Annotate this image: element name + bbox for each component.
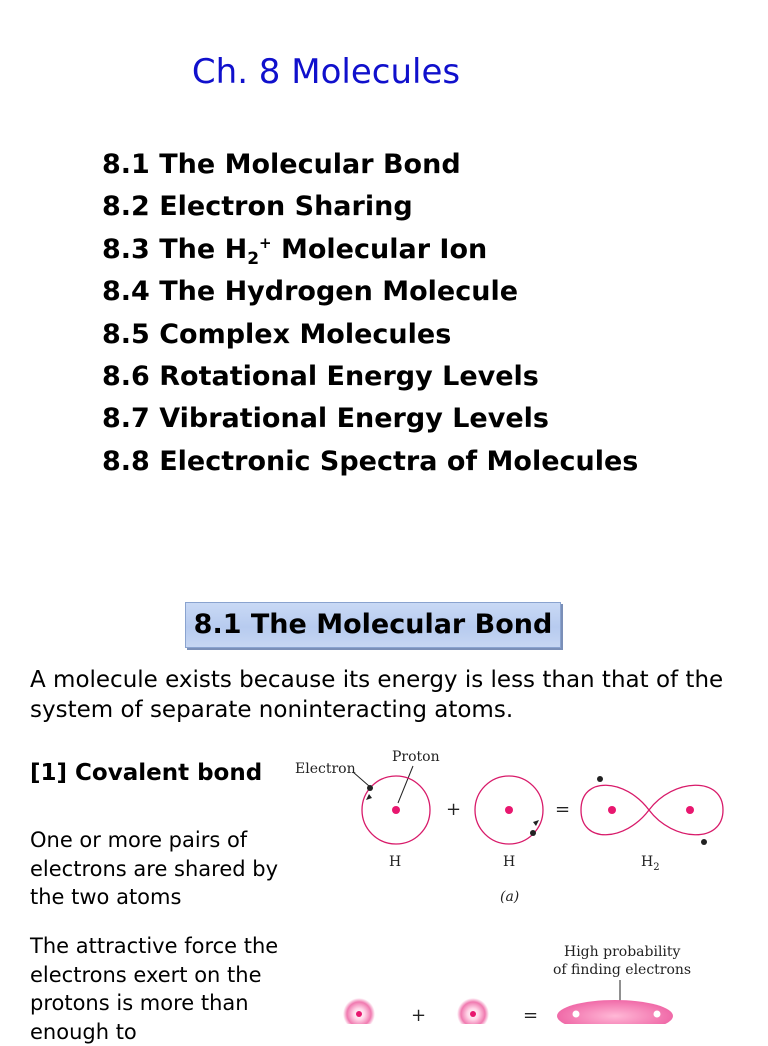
toc-item: 8.4 The Hydrogen Molecule [102, 276, 519, 308]
probability-label: of finding electrons [553, 962, 692, 978]
proton-dot [392, 806, 400, 814]
toc-item: 8.6 Rotational Energy Levels [102, 360, 539, 392]
electron-label: Electron [295, 761, 356, 777]
proton-dot [654, 1011, 661, 1018]
body-paragraph: The attractive force the electrons exert on the protons is more than enough to [30, 934, 279, 1044]
electron-pointer [353, 772, 369, 786]
toc-item: 8.1 The Molecular Bond [102, 149, 461, 180]
proton-dot [505, 806, 513, 814]
toc-item: 8.2 Electron Sharing [102, 191, 413, 223]
plus-sign: + [411, 1005, 427, 1024]
covalent-bond-figure [285, 738, 755, 1024]
toc-item-text: 8.3 The H [102, 233, 248, 265]
toc-item-text: Molecular Ion [271, 233, 488, 265]
toc-item: 8.8 Electronic Spectra of Molecules [102, 445, 639, 477]
atom-label-h: H [389, 854, 402, 870]
subscript: 2 [247, 248, 260, 269]
electron-dot [701, 839, 707, 845]
covalent-bond-heading: [1] Covalent bond [30, 760, 263, 786]
proton-pointer [398, 766, 413, 803]
atom-label-h: H [503, 854, 516, 870]
intro-text: A molecule exists because its energy is less than that of the system of separate noninteracting atoms. [30, 667, 724, 723]
molecule-orbit [581, 785, 723, 835]
plus-sign: + [446, 799, 462, 820]
molecule-label-sub: 2 [653, 862, 660, 873]
molecule-label-main: H [641, 854, 654, 870]
proton-label: Proton [392, 749, 440, 765]
proton-dot [356, 1011, 362, 1017]
proton-dot [470, 1011, 476, 1017]
molecule-label-h2 [641, 854, 660, 873]
toc-item: 8.5 Complex Molecules [102, 318, 452, 350]
proton-dot [686, 806, 694, 814]
body-paragraph: One or more pairs of electrons are shared by the two atoms [30, 828, 279, 909]
equals-sign: = [523, 1005, 539, 1024]
page-title: Ch. 8 Molecules [191, 52, 461, 92]
superscript: + [259, 233, 272, 252]
probability-label: High probability [564, 944, 681, 960]
motion-arrow [366, 794, 372, 800]
toc-item [102, 231, 638, 273]
figure-caption: (a) [500, 889, 520, 905]
toc-item: 8.7 Vibrational Energy Levels [102, 403, 549, 435]
electron-dot [367, 785, 373, 791]
electron-dot [530, 830, 536, 836]
equals-sign: = [555, 799, 571, 820]
proton-dot [608, 806, 616, 814]
electron-dot [597, 776, 603, 782]
table-of-contents [102, 146, 638, 485]
proton-dot [573, 1011, 580, 1018]
section-title-box: 8.1 The Molecular Bond [185, 602, 561, 648]
motion-arrow [533, 820, 539, 826]
